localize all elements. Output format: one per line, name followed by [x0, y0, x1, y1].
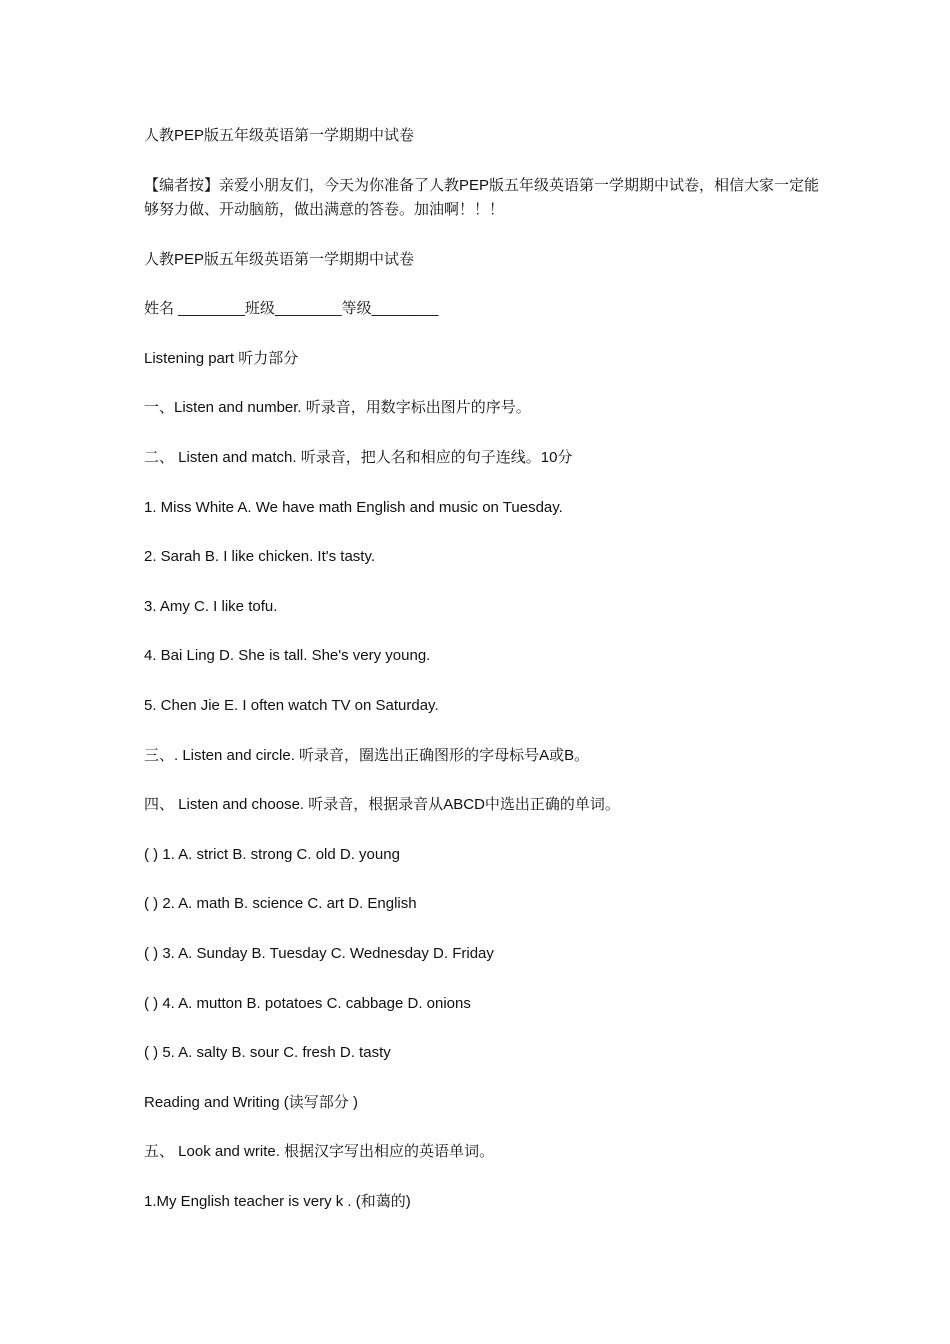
- question-heading-3: 三、. Listen and circle. 听录音，圈选出正确图形的字母标号A或B。: [144, 746, 590, 764]
- document-body: [144, 124, 824, 1239]
- exam-title-repeat: 人教PEP版五年级英语第一学期期中试卷: [144, 250, 415, 268]
- choice-item: ( ) 2. A. math B. science C. art D. English: [144, 895, 417, 913]
- match-item: 3. Amy C. I like tofu.: [144, 597, 278, 615]
- question-heading-5: 五、 Look and write. 根据汉字写出相应的英语单词。: [144, 1143, 495, 1161]
- question-heading-1: 一、Listen and number. 听录音，用数字标出图片的序号。: [144, 399, 531, 417]
- match-item: 2. Sarah B. I like chicken. It's tasty.: [144, 548, 376, 566]
- match-item: 5. Chen Jie E. I often watch TV on Saturday.: [144, 696, 439, 714]
- section-heading-reading-writing: Reading and Writing (读写部分 ): [144, 1093, 358, 1111]
- choice-item: ( ) 4. A. mutton B. potatoes C. cabbage D. onions: [144, 994, 471, 1012]
- write-item: 1.My English teacher is very k . (和蔼的): [144, 1192, 411, 1210]
- student-info-line: 姓名 ________班级________等级________: [144, 300, 439, 318]
- question-heading-4: 四、 Listen and choose. 听录音，根据录音从ABCD中选出正确的单词。: [144, 796, 620, 814]
- editor-note: 【编者按】亲爱小朋友们，今天为你准备了人教PEP版五年级英语第一学期期中试卷，相信大家一定能够努力做、开动脑筋，做出满意的答卷。加油啊！！！: [144, 176, 820, 218]
- choice-item: ( ) 5. A. salty B. sour C. fresh D. tasty: [144, 1044, 391, 1062]
- match-item: 4. Bai Ling D. She is tall. She's very young.: [144, 647, 431, 665]
- choice-item: ( ) 1. A. strict B. strong C. old D. young: [144, 845, 400, 863]
- section-heading-listening: Listening part 听力部分: [144, 349, 299, 367]
- question-heading-2: 二、 Listen and match. 听录音，把人名和相应的句子连线。10分: [144, 448, 573, 466]
- choice-item: ( ) 3. A. Sunday B. Tuesday C. Wednesday D. Friday: [144, 944, 494, 962]
- match-item: 1. Miss White A. We have math English and music on Tuesday.: [144, 498, 563, 516]
- exam-title: 人教PEP版五年级英语第一学期期中试卷: [144, 127, 415, 144]
